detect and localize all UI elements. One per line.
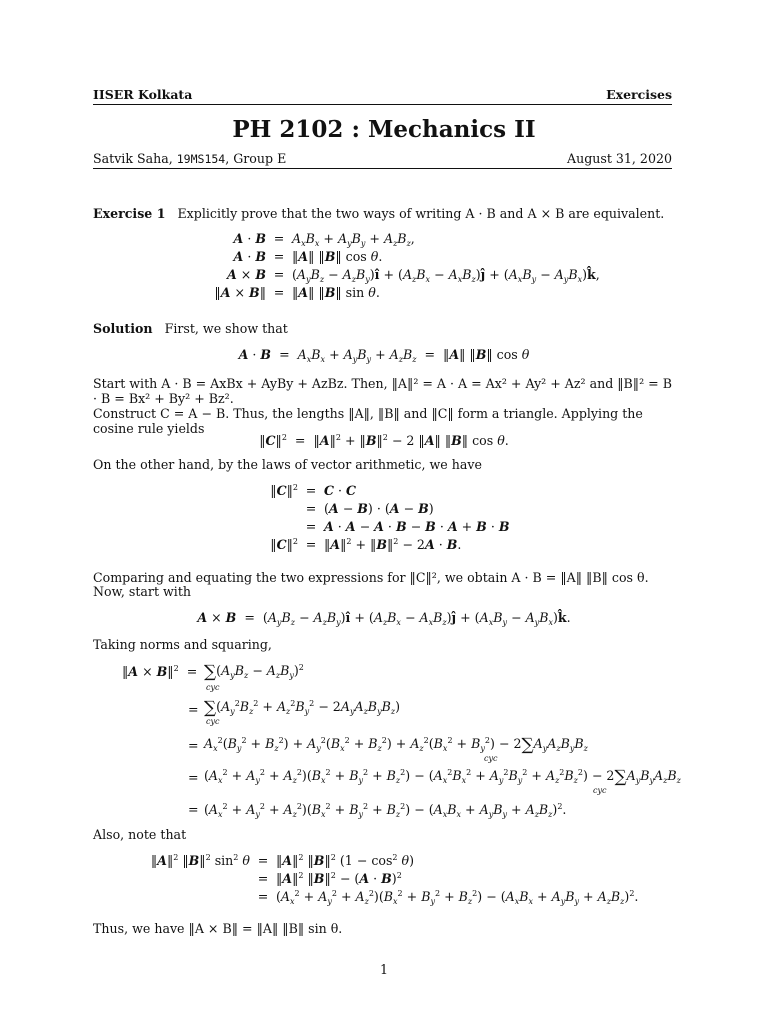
author-line (93, 151, 286, 166)
solution-heading (93, 321, 673, 336)
solution-intro: First, we show that (164, 321, 288, 336)
header-section: Exercises (606, 87, 672, 102)
equation-dot-product: $A \cdot B = A_xB_x + A_yB_y + A_zB_z$ = ‖A‖ ‖B‖ cos θ (238, 347, 530, 364)
paragraph-thus: Thus, we have ‖A × B‖ = ‖A‖ ‖B‖ sin θ. (93, 921, 343, 936)
exercise-prompt: Explicitly prove that the two ways of writing A · B and A × B are equivalent. (177, 206, 665, 221)
page-number: 1 (379, 962, 388, 977)
equation-cosine-rule: ‖C‖$^2$ = ‖A‖$^2$ + ‖B‖$^2$ − 2 ‖A‖ ‖B‖ cos θ. (259, 433, 509, 448)
paragraph-other-hand: On the other hand, by the laws of vector arithmetic, we have (93, 457, 482, 472)
document-date: August 31, 2020 (567, 151, 672, 166)
paragraph-construct: Construct C = A − B. Thus, the lengths ‖A‖, ‖B‖ and ‖C‖ form a triangle. Applying the cosine rule yields (93, 406, 643, 436)
paragraph-taking-norms: Taking norms and squaring, (93, 637, 272, 652)
definition-equations: A · B = $A_xB_x + A_yB_y + A_zB_z$, A · B = ‖A‖ ‖B‖ cos θ. A × B = ($A_yB_z$ − $A_zB_y)î + (A_zB_x$ − $A_xB_z)ĵ + (A_xB_y$ − $A_yB_x)k̂$, ‖A × B‖ = ‖A‖ ‖B‖ sin θ. (214, 230, 600, 300)
header-institution: IISER Kolkata (93, 87, 193, 102)
exercise-label: Exercise 1 (93, 206, 166, 221)
paragraph-also-note: Also, note that (93, 827, 187, 842)
sine-derivation: ‖A‖$^2$ ‖B‖$^2$ $\sin^2 \theta$ = ‖A‖$^2$ ‖B‖$^2$ $(1 - \cos^2 \theta)$ = ‖A‖$^2$ ‖B‖$^2$ − $(A \cdot B)^2$ = $(A_x^2 + A_y^2 + A_z^2)(B_x^2 + B_y^2 + B_z^2) - (A_xB_x + A_yB_y + A_zB_z)^2$. (150, 852, 639, 906)
paragraph-start: Start with A · B = AxBx + AyBy + AzBz. Then, ‖A‖² = A · A = Ax² + Ay² + Az² and ‖B‖² = B · B = Bx² + By² + Bz². (93, 376, 672, 406)
exercise-statement (93, 206, 673, 221)
page-title: PH 2102 : Mechanics II (232, 116, 536, 143)
author-name: Satvik Saha, (93, 151, 177, 166)
vector-arithmetic-equations: ‖C‖$^2$ = C · C = (A − B) · (A − B) = A · A − A · B − B · A + B · B ‖C‖$^2$ = ‖A‖$^2$ + ‖B‖$^2$ − 2A · B. (270, 482, 510, 552)
solution-label: Solution (93, 321, 153, 336)
document-page: IISER Kolkata Exercises PH 2102 : Mechanics II Satvik Saha, 19MS154, Group E August 31, 2020 Exercise 1 Explicitly prove that the two ways of writing A · B and A × B are equivalent. A · B = $A_xB_x + A_yB_y + A_zB_z$, A · B = ‖A‖ ‖B‖ cos θ. A × B = ($A_yB_z$ − $A_zB_y)î + (A_zB_x$ − $A_xB_z)ĵ + (A_xB_y$ − $A_yB_x)k̂$, ‖A × B‖ = ‖A‖ ‖B‖ sin θ. Solution First, we show that $A \cdot B = A_xB_x + A_yB_y + A_zB_z$ = ‖A‖ ‖B‖ cos θ Start with A · B = AxBx + AyBy + AzBz. Then, ‖A‖² = A · A = Ax² + Ay² + Az² and ‖B‖² = B · B = Bx² + By² + Bz². Construct C = A − B. Thus, the lengths ‖A‖, ‖B‖ and ‖C‖ form a triangle. Applying the cosine rule yields ‖C‖$^2$ = ‖A‖$^2$ + ‖B‖$^2$ − 2 ‖A‖ ‖B‖ cos θ. On the other hand, by the laws of vector arithmetic, we have ‖C‖$^2$ = C · C = (A − B) · (A − B) = A · A − A · B − B · A + B · B ‖C‖$^2$ = ‖A‖$^2$ + ‖B‖$^2$ − 2A · B. Comparing and equating the two expressions for ‖C‖², we obtain A · B = ‖A‖ ‖B‖ cos θ. Now, start with $A \times B = (A_yB_z$ − $A_zB_y)î + (A_zB_x$ − $A_xB_z)ĵ + (A_xB_y$ − $A_yB_x)k̂$. Taking norms and squaring, ‖A × B‖$^2$ = $\sum(A_yB_z - A_zB_y)^2$ cyc = $\sum(A_y^2B_z^2 + A_z^2B_y^2 - 2A_yA_zB_yB_z)$ cyc = $A_x^2(B_y^2 + B_z^2) + A_y^2(B_x^2 + B_z^2) + A_z^2(B_x^2 + B_y^2) - 2\sum A_yA_zB_yB_z$ cyc = $(A_x^2 + A_y^2 + A_z^2)(B_x^2 + B_y^2 + B_z^2) - (A_x^2B_x^2 + A_y^2B_y^2 + A_z^2B_z^2) - 2\sum A_yB_yA_zB_z$ cyc = $(A_x^2 + A_y^2 + A_z^2)(B_x^2 + B_y^2 + B_z^2) - (A_xB_x + A_yB_y + A_zB_z)^2$. Also, note that ‖A‖$^2$ ‖B‖$^2$ $\sin^2 \theta$ = ‖A‖$^2$ ‖B‖$^2$ $(1 - \cos^2 \theta)$ = ‖A‖$^2$ ‖B‖$^2$ − $(A \cdot B)^2$ = $(A_x^2 + A_y^2 + A_z^2)(B_x^2 + B_y^2 + B_z^2) - (A_xB_x + A_yB_y + A_zB_z)^2$. Thus, we have ‖A × B‖ = ‖A‖ ‖B‖ sin θ. 1 (0, 0, 768, 1024)
author-group: , Group E (225, 151, 287, 166)
paragraph-comparing: Comparing and equating the two expressions for ‖C‖², we obtain A · B = ‖A‖ ‖B‖ cos θ. (93, 570, 649, 585)
title-rule (93, 168, 672, 169)
header-rule (93, 104, 672, 105)
equation-cross-product: $A \times B = (A_yB_z$ − $A_zB_y)î + (A_zB_x$ − $A_xB_z)ĵ + (A_xB_y$ − $A_yB_x)k̂$. (197, 610, 571, 627)
paragraph-now-start: Now, start with (93, 584, 191, 599)
author-roll: 19MS154 (176, 152, 226, 166)
